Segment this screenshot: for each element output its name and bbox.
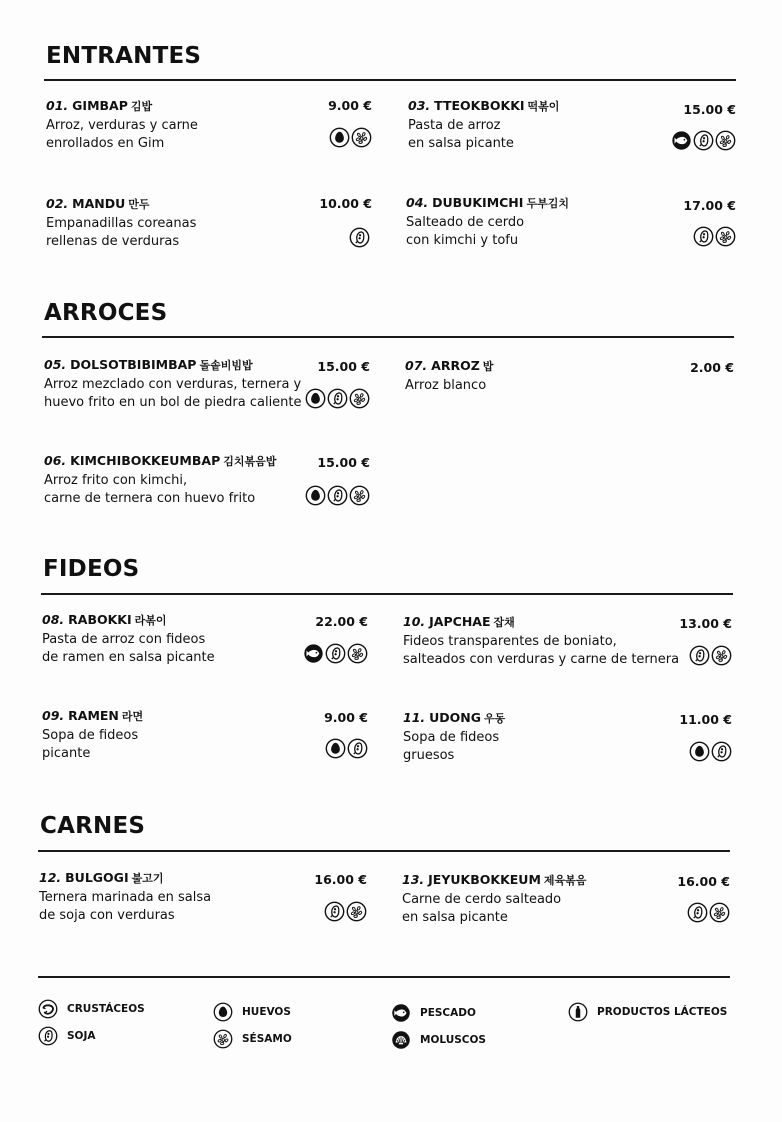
item-description xyxy=(403,633,679,669)
item-title xyxy=(403,614,679,630)
fish-icon xyxy=(391,1003,411,1023)
soy-icon xyxy=(327,388,348,409)
allergen-icons xyxy=(325,738,368,759)
item-title xyxy=(402,872,586,888)
legend-crustaceans xyxy=(38,999,145,1019)
allergen-icons xyxy=(305,388,370,409)
item-description-line: Arroz blanco xyxy=(405,378,487,393)
legend-sesame xyxy=(213,1029,292,1049)
item-name: GIMBAP xyxy=(72,98,128,113)
menu-item-dolsotbibimbap xyxy=(44,357,302,412)
item-korean-name: 라면 xyxy=(121,710,144,723)
legend-fish xyxy=(391,1003,476,1023)
allergen-icons xyxy=(303,643,368,664)
section-title-carnes: CARNES xyxy=(40,813,146,839)
item-korean-name: 잡채 xyxy=(493,616,515,629)
item-number: 13. xyxy=(402,872,425,887)
legend-divider xyxy=(38,976,730,978)
soy-icon xyxy=(325,643,346,664)
allergen-icons xyxy=(671,130,736,151)
item-price: 2.00 € xyxy=(690,360,734,375)
fish-icon xyxy=(671,130,692,151)
item-description xyxy=(403,729,505,765)
menu-item-jeyukbokkeum xyxy=(402,872,586,927)
item-description-line: Ternera marinada en salsa xyxy=(39,890,212,905)
item-name: ARROZ xyxy=(431,358,480,373)
legend-label: MOLUSCOS xyxy=(420,1034,486,1046)
item-korean-name: 떡볶이 xyxy=(527,100,560,113)
menu-item-kimchibokkeumbap xyxy=(44,453,276,508)
item-description-line: carne de ternera con huevo frito xyxy=(44,491,256,506)
mollusc-icon xyxy=(391,1030,411,1050)
legend-soy xyxy=(38,1026,96,1046)
allergen-icons xyxy=(689,645,732,666)
allergen-icons xyxy=(689,741,732,762)
item-number: 02. xyxy=(46,196,69,211)
item-title xyxy=(44,453,276,469)
item-name: UDONG xyxy=(429,710,482,725)
legend-label: CRUSTÁCEOS xyxy=(67,1003,145,1015)
item-number: 09. xyxy=(42,708,65,723)
item-description-line: Pasta de arroz con fideos xyxy=(42,632,206,647)
sesame-icon xyxy=(213,1029,233,1049)
legend-dairy xyxy=(568,1002,727,1022)
item-description xyxy=(44,376,302,412)
item-description-line: en salsa picante xyxy=(408,136,514,151)
item-description xyxy=(42,727,143,763)
item-name: JEYUKBOKKEUM xyxy=(428,872,541,887)
section-divider xyxy=(38,850,730,852)
section-divider xyxy=(42,336,734,338)
allergen-icons xyxy=(693,226,736,247)
crustacean-icon xyxy=(38,999,58,1019)
item-number: 04. xyxy=(406,195,429,210)
item-description-line: de soja con verduras xyxy=(39,908,175,923)
item-description xyxy=(44,472,276,508)
fish-icon xyxy=(303,643,324,664)
item-name: TTEOKBOKKI xyxy=(434,98,525,113)
item-description-line: rellenas de verduras xyxy=(46,234,180,249)
dairy-icon xyxy=(568,1002,588,1022)
item-number: 07. xyxy=(405,358,428,373)
item-title xyxy=(46,196,196,212)
soy-icon xyxy=(324,901,345,922)
item-description xyxy=(46,215,196,251)
item-number: 03. xyxy=(408,98,431,113)
menu-item-tteokbokki xyxy=(408,98,559,153)
soy-icon xyxy=(349,227,370,248)
menu-item-gimbap xyxy=(46,98,198,153)
item-description-line: Salteado de cerdo xyxy=(406,215,525,230)
item-price: 13.00 € xyxy=(679,616,732,631)
item-price: 16.00 € xyxy=(677,874,730,889)
item-number: 06. xyxy=(44,453,67,468)
item-description-line: de ramen en salsa picante xyxy=(42,650,215,665)
menu-item-japchae xyxy=(403,614,679,669)
sesame-icon xyxy=(347,643,368,664)
item-title xyxy=(39,870,211,886)
menu-item-mandu xyxy=(46,196,196,251)
item-title xyxy=(42,708,143,724)
item-description xyxy=(408,117,559,153)
item-title xyxy=(405,358,493,374)
allergen-icons xyxy=(349,227,370,248)
item-name: RAMEN xyxy=(68,708,119,723)
item-korean-name: 김치볶음밥 xyxy=(223,455,277,468)
menu-item-rabokki xyxy=(42,612,215,667)
menu-item-udong xyxy=(403,710,505,765)
soy-icon xyxy=(327,485,348,506)
menu-item-dubukimchi xyxy=(406,195,569,250)
item-title xyxy=(42,612,215,628)
sesame-icon xyxy=(349,388,370,409)
item-korean-name: 우동 xyxy=(484,712,506,725)
item-price: 10.00 € xyxy=(319,196,372,211)
item-description-line: Empanadillas coreanas xyxy=(46,216,197,231)
section-title-entrantes: ENTRANTES xyxy=(46,43,202,69)
section-title-fideos: FIDEOS xyxy=(43,556,140,582)
sesame-icon xyxy=(709,902,730,923)
item-description-line: Pasta de arroz xyxy=(408,118,501,133)
soy-icon xyxy=(711,741,732,762)
item-title xyxy=(403,710,505,726)
egg-icon xyxy=(329,127,350,148)
item-name: KIMCHIBOKKEUMBAP xyxy=(70,453,221,468)
item-price: 15.00 € xyxy=(317,359,370,374)
sesame-icon xyxy=(715,226,736,247)
soy-icon xyxy=(689,645,710,666)
section-title-arroces: ARROCES xyxy=(44,300,168,326)
sesame-icon xyxy=(715,130,736,151)
sesame-icon xyxy=(711,645,732,666)
item-description-line: gruesos xyxy=(403,748,455,763)
egg-icon xyxy=(305,485,326,506)
egg-icon xyxy=(689,741,710,762)
legend-label: SOJA xyxy=(67,1030,96,1042)
item-description-line: Sopa de fideos xyxy=(403,730,500,745)
item-description-line: Arroz, verduras y carne xyxy=(46,118,198,133)
item-price: 22.00 € xyxy=(315,614,368,629)
item-description-line: Carne de cerdo salteado xyxy=(402,892,562,907)
allergen-icons xyxy=(687,902,730,923)
soy-icon xyxy=(687,902,708,923)
item-number: 12. xyxy=(39,870,62,885)
item-price: 9.00 € xyxy=(328,98,372,113)
menu-item-arroz xyxy=(405,358,493,395)
section-divider xyxy=(41,593,733,595)
item-description-line: Arroz frito con kimchi, xyxy=(44,473,188,488)
item-korean-name: 돌솥비빔밥 xyxy=(199,359,253,372)
item-number: 10. xyxy=(403,614,426,629)
item-name: BULGOGI xyxy=(65,870,129,885)
item-price: 9.00 € xyxy=(324,710,368,725)
item-number: 01. xyxy=(46,98,69,113)
item-price: 11.00 € xyxy=(679,712,732,727)
item-name: MANDU xyxy=(72,196,126,211)
item-description-line: enrollados en Gim xyxy=(46,136,165,151)
legend-label: HUEVOS xyxy=(242,1006,291,1018)
item-name: DOLSOTBIBIMBAP xyxy=(70,357,197,372)
item-korean-name: 두부김치 xyxy=(526,197,569,210)
sesame-icon xyxy=(349,485,370,506)
item-description-line: Sopa de fideos xyxy=(42,728,139,743)
legend-eggs xyxy=(213,1002,291,1022)
soy-icon xyxy=(347,738,368,759)
item-korean-name: 불고기 xyxy=(131,872,164,885)
item-price: 17.00 € xyxy=(683,198,736,213)
legend-label: SÉSAMO xyxy=(242,1033,292,1045)
item-title xyxy=(44,357,302,373)
item-description-line: Arroz mezclado con verduras, ternera y xyxy=(44,377,302,392)
item-description-line: en salsa picante xyxy=(402,910,508,925)
item-price: 15.00 € xyxy=(317,455,370,470)
soy-icon xyxy=(38,1026,58,1046)
item-number: 11. xyxy=(403,710,426,725)
item-description-line: Fideos transparentes de boniato, xyxy=(403,634,617,649)
soy-icon xyxy=(693,130,714,151)
egg-icon xyxy=(213,1002,233,1022)
allergen-icons xyxy=(329,127,372,148)
item-price: 16.00 € xyxy=(314,872,367,887)
menu-item-bulgogi xyxy=(39,870,211,925)
item-number: 08. xyxy=(42,612,65,627)
item-title xyxy=(406,195,569,211)
item-title xyxy=(46,98,198,114)
item-name: DUBUKIMCHI xyxy=(432,195,524,210)
legend-label: PESCADO xyxy=(420,1007,476,1019)
egg-icon xyxy=(325,738,346,759)
allergen-icons xyxy=(324,901,367,922)
menu-item-ramen xyxy=(42,708,143,763)
item-description-line: picante xyxy=(42,746,91,761)
item-korean-name: 제육볶음 xyxy=(543,874,587,887)
allergen-icons xyxy=(305,485,370,506)
legend-label: PRODUCTOS LÁCTEOS xyxy=(597,1006,728,1018)
item-name: RABOKKI xyxy=(68,612,132,627)
item-title xyxy=(408,98,559,114)
item-korean-name: 라볶이 xyxy=(134,614,167,627)
item-description xyxy=(405,377,493,395)
item-price: 15.00 € xyxy=(683,102,736,117)
egg-icon xyxy=(305,388,326,409)
item-name: JAPCHAE xyxy=(429,614,491,629)
item-korean-name: 밥 xyxy=(482,360,494,373)
item-korean-name: 만두 xyxy=(128,198,150,211)
item-description-line: huevo frito en un bol de piedra caliente xyxy=(44,395,302,410)
item-description-line: con kimchi y tofu xyxy=(406,233,519,248)
sesame-icon xyxy=(346,901,367,922)
item-korean-name: 김밥 xyxy=(130,100,153,113)
item-description xyxy=(39,889,211,925)
legend-molluscs xyxy=(391,1030,486,1050)
item-description xyxy=(46,117,198,153)
item-number: 05. xyxy=(44,357,67,372)
section-divider xyxy=(44,79,736,81)
item-description xyxy=(402,891,586,927)
item-description-line: salteados con verduras y carne de ternera xyxy=(403,652,680,667)
sesame-icon xyxy=(351,127,372,148)
item-description xyxy=(42,631,215,667)
soy-icon xyxy=(693,226,714,247)
item-description xyxy=(406,214,569,250)
